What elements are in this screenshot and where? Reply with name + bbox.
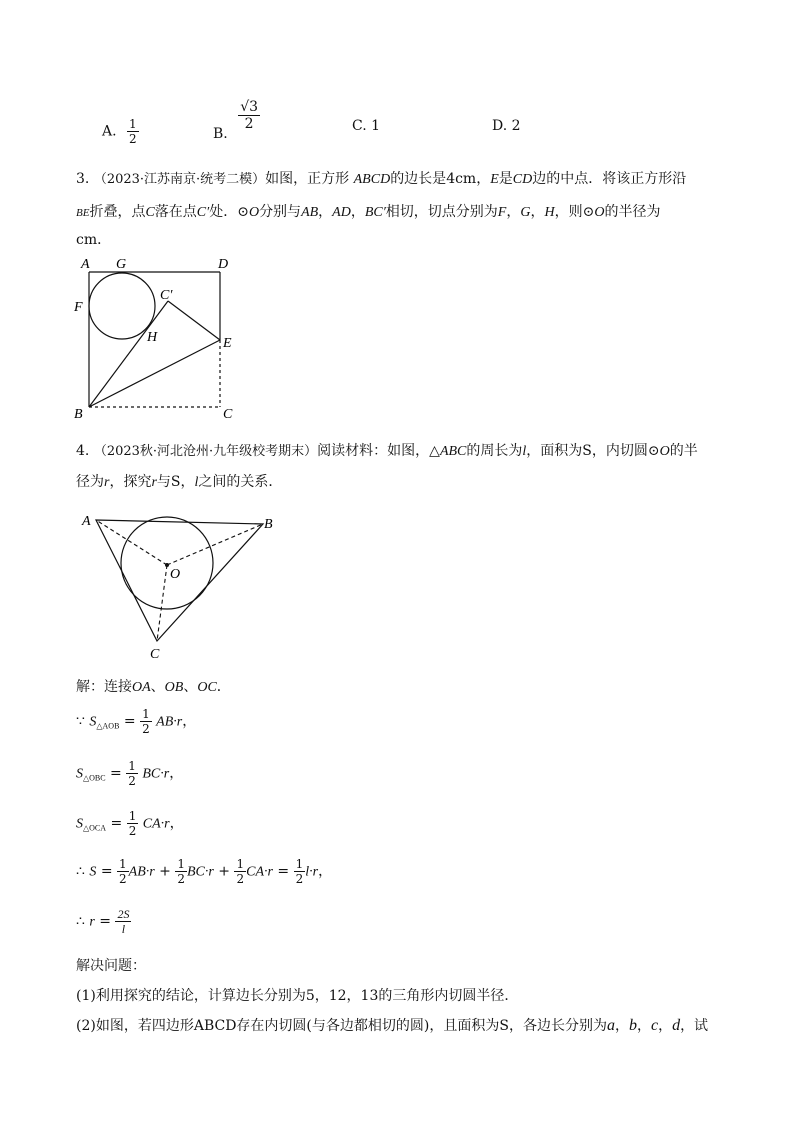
- option-b-label: B.: [213, 125, 228, 142]
- var-d: d: [672, 1017, 681, 1034]
- equation-s-aob: ∵ $S_{\triangle AOB}$ = $\frac{1}{2}$ AB·r，: [76, 707, 197, 736]
- q3-text: 相切，切点分别为: [385, 204, 498, 220]
- comma: ，: [169, 765, 184, 782]
- problem-2: (2)如图，若四边形ABCD存在内切圆(与各边都相切的圆)，且面积为S，各边长分别为a，b，c，d，试: [76, 1017, 709, 1034]
- var-oc: OC: [197, 680, 217, 695]
- q3-var-ab: AB: [301, 205, 319, 220]
- term-ab-r: AB·r: [156, 714, 183, 730]
- comma: ，: [169, 815, 184, 832]
- q4-var-s: S: [170, 474, 181, 490]
- q3-text: 如图，正方形: [265, 171, 350, 187]
- q3-var-be: BE: [76, 207, 90, 219]
- equation-r: ∴ r = $\frac{2S}{l}$: [76, 907, 130, 936]
- solution-text: ．: [216, 679, 231, 695]
- q3-line-3: [76, 229, 111, 249]
- q3-var-h: H: [544, 205, 555, 220]
- option-b: [213, 99, 260, 142]
- q4-var-triangle: △ABC: [429, 444, 467, 459]
- label-a: A: [82, 514, 91, 529]
- option-a-denominator: 2: [129, 132, 137, 146]
- comma: ，: [182, 713, 197, 730]
- problem-2-text: ，各边长分别为: [508, 1018, 607, 1034]
- problems-header: 解决问题：: [76, 958, 146, 974]
- q3-var-bcprime: BC′: [364, 205, 386, 220]
- option-a: [102, 118, 139, 145]
- segment-cprime-e: [168, 301, 220, 340]
- q3-var-f: F: [497, 205, 507, 220]
- q3-text: ，: [476, 171, 491, 187]
- q3-text: 处．⊙: [209, 204, 249, 220]
- q4-source: （2023秋·河北沧州·九年级校考期末）: [93, 444, 318, 459]
- term-ab-r: AB·r: [128, 864, 155, 880]
- q4-text: 之间的关系．: [198, 474, 283, 490]
- fraction-denominator: l: [115, 921, 131, 935]
- q4-line-2: [76, 471, 282, 491]
- q3-var-o: O: [248, 205, 260, 220]
- label-d: D: [218, 257, 229, 272]
- q3-text: 的半径为: [604, 204, 661, 220]
- label-c: C: [223, 407, 233, 422]
- label-g: G: [116, 257, 127, 272]
- var-s: S: [499, 1018, 509, 1034]
- term-bc-r: BC·r: [142, 766, 170, 782]
- label-b: B: [264, 517, 273, 532]
- q4-text: ，探究: [109, 474, 152, 490]
- var-b: b: [628, 1017, 637, 1034]
- fraction-numerator: 2S: [117, 907, 130, 921]
- q3-text: 分别与: [259, 204, 302, 220]
- q3-length: 4cm: [446, 171, 477, 187]
- q4-figure: [78, 508, 288, 663]
- q3-text: 边的中点．将该正方形沿: [532, 171, 687, 187]
- q3-text: 折叠，点: [89, 204, 146, 220]
- q3-text: 落在点: [154, 204, 197, 220]
- term-ca-r: CA·r: [142, 816, 170, 832]
- center-o: [165, 563, 169, 567]
- term-l-r: l·r: [305, 864, 319, 880]
- solution-text: 解：连接: [76, 679, 132, 695]
- subscript-obc: △OBC: [83, 773, 106, 783]
- q4-line-1: [76, 440, 698, 460]
- equation-s-obc: $S_{\triangle OBC}$ = $\frac{1}{2}$ BC·r，: [76, 759, 184, 788]
- q3-text: ，: [318, 204, 333, 220]
- q3-var-abcd: ABCD: [353, 172, 391, 187]
- label-e: E: [223, 336, 232, 351]
- q3-line-2: [76, 201, 660, 221]
- q3-text: ，则⊙: [554, 204, 595, 220]
- q3-var-cprime: C′: [196, 205, 210, 220]
- q4-var-l: l: [522, 444, 527, 459]
- problem-2-text: (2)如图，若四边形ABCD存在内切圆(与各边都相切的圆)，且面积为: [76, 1018, 500, 1034]
- subscript-oca: △OCA: [83, 823, 107, 833]
- q4-text: ，面积为: [526, 443, 583, 459]
- option-b-denominator: 2: [238, 115, 260, 131]
- solution-intro: [76, 676, 231, 696]
- q4-var-o: O: [659, 444, 670, 459]
- option-d: [492, 118, 521, 134]
- label-b: B: [74, 407, 83, 422]
- q4-text: 的半: [669, 443, 698, 459]
- q4-var-s: S: [582, 443, 592, 459]
- q4-var-r: r: [151, 475, 157, 490]
- option-b-numerator: √3: [240, 99, 259, 115]
- q4-text: 径为: [76, 474, 104, 490]
- q3-text: ，: [506, 204, 521, 220]
- q4-var-l: l: [194, 475, 199, 490]
- q3-var-ad: AD: [332, 205, 351, 220]
- q3-var-o: O: [594, 205, 605, 220]
- segment-bcprime: [89, 301, 168, 407]
- var-oa: OA: [132, 680, 151, 695]
- q4-text: 阅读材料：如图，: [317, 443, 430, 459]
- q3-unit: cm．: [76, 232, 112, 248]
- solution-text: 、: [150, 679, 165, 695]
- q4-text: ，内切圆⊙: [591, 443, 660, 459]
- var-ob: OB: [164, 680, 184, 695]
- solution-text: 、: [183, 679, 198, 695]
- label-cprime: C′: [160, 288, 173, 303]
- term-ca-r: CA·r: [246, 864, 273, 880]
- subscript-aob: △AOB: [96, 721, 120, 731]
- q3-text: 的边长是: [390, 171, 447, 187]
- option-a-fraction: [127, 118, 139, 145]
- option-c-value: 1: [371, 118, 381, 134]
- option-d-value: 2: [511, 118, 521, 134]
- q3-text: 是: [498, 171, 513, 187]
- q3-var-g: G: [520, 205, 531, 220]
- problem-1: (1)利用探究的结论，计算边长分别为5，12，13的三角形内切圆半径．: [76, 988, 519, 1004]
- because-symbol: ∵: [76, 713, 85, 730]
- q4-number: 4.: [76, 443, 90, 459]
- option-a-numerator: 1: [129, 117, 137, 131]
- therefore-symbol: ∴: [76, 913, 85, 930]
- option-d-label: D.: [492, 118, 508, 134]
- var-a: a: [606, 1017, 615, 1034]
- q3-text: ，: [350, 204, 365, 220]
- var-c: c: [650, 1017, 659, 1034]
- segment-ob: [167, 524, 263, 565]
- q3-var-c: C: [145, 205, 155, 220]
- var-s: S: [89, 864, 97, 880]
- q3-line-1: [76, 168, 686, 188]
- therefore-symbol: ∴: [76, 863, 85, 880]
- q4-text: ，: [180, 474, 195, 490]
- label-a: A: [81, 257, 90, 272]
- q3-var-e: E: [490, 172, 499, 187]
- label-h: H: [147, 330, 158, 345]
- q4-text: 的周长为: [466, 443, 523, 459]
- q3-var-cd: CD: [512, 172, 533, 187]
- segment-be: [89, 340, 220, 407]
- option-c-label: C.: [352, 118, 367, 134]
- label-o: O: [170, 567, 181, 582]
- equation-s-oca: $S_{\triangle OCA}$ = $\frac{1}{2}$ CA·r，: [76, 809, 184, 838]
- segment-oc: [157, 565, 167, 641]
- q3-number: 3.: [76, 171, 90, 187]
- q4-var-r: r: [104, 475, 110, 490]
- option-c: [352, 118, 380, 134]
- incircle-o: [89, 273, 155, 339]
- option-b-fraction: [238, 100, 260, 131]
- q4-text: 与: [156, 474, 171, 490]
- q3-source: （2023·江苏南京·统考二模）: [93, 172, 266, 187]
- q3-text: ，: [530, 204, 545, 220]
- option-a-label: A.: [102, 123, 117, 140]
- segment-oa: [96, 520, 167, 565]
- problem-2-text: ，试: [680, 1018, 709, 1034]
- label-c: C: [150, 647, 160, 662]
- term-bc-r: BC·r: [187, 864, 214, 880]
- comma: ，: [318, 863, 333, 880]
- equation-sum: ∴ S = $\frac{1}{2}$ AB·r + $\frac{1}{2}$ BC·r + $\frac{1}{2}$ CA·r = $\frac{1}{2}$ l·r，: [76, 857, 333, 886]
- q3-figure: [70, 255, 250, 425]
- label-f: F: [74, 300, 83, 315]
